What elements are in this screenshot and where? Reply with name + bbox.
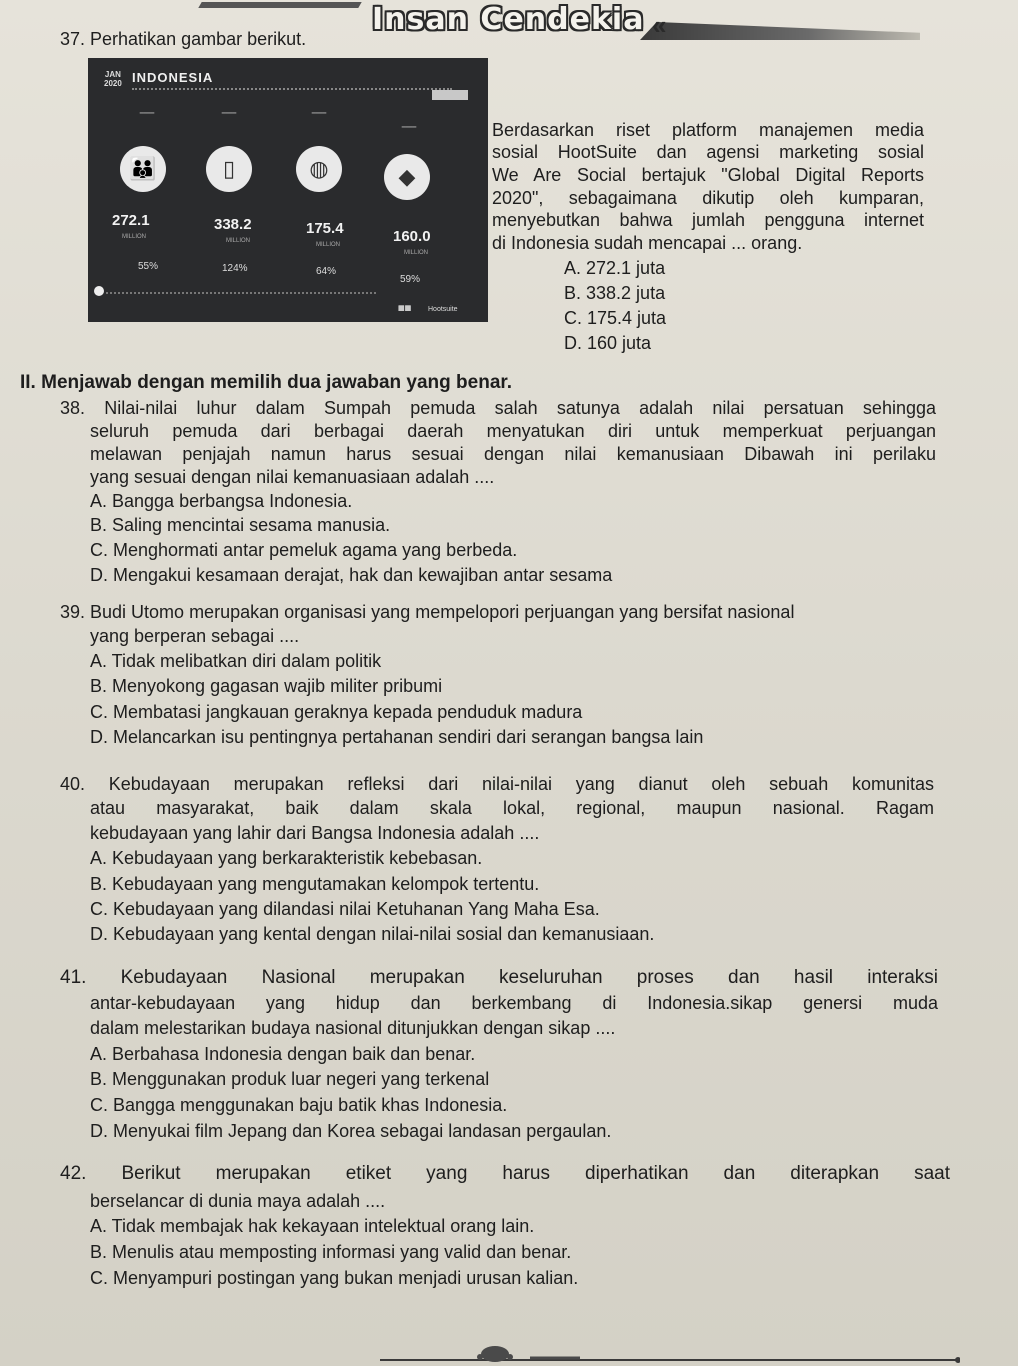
hootsuite-logo: Hootsuite — [428, 306, 458, 313]
q37-title: 37. Perhatikan gambar berikut. — [60, 29, 307, 49]
infographic-badge — [432, 90, 468, 100]
q39-option-c[interactable]: C. Membatasi jangkauan geraknya kepada penduduk madura — [90, 702, 583, 722]
q40-option-a[interactable]: A. Kebudayaan yang berkarakteristik kebebasan. — [90, 848, 483, 868]
q37-body-line: Berdasarkan riset platform manajemen media — [492, 120, 924, 140]
q37-body-line: sosial HootSuite dan agensi marketing sosial — [492, 142, 924, 162]
stat-value: 338.2 — [214, 216, 252, 233]
stat-unit: MILLION — [226, 238, 251, 244]
q38-option-c[interactable]: C. Menghormati antar pemeluk agama yang berbeda. — [90, 540, 518, 560]
stat-unit: MILLION — [316, 242, 341, 248]
q42-option-c[interactable]: C. Menyampuri postingan yang bukan menjadi urusan kalian. — [90, 1268, 579, 1288]
q42-option-a[interactable]: A. Tidak membajak hak kekayaan intelektual orang lain. — [90, 1216, 535, 1236]
q40-line: 40. Kebudayaan merupakan refleksi dari nilai-nilai yang dianut oleh sebuah komunitas — [60, 774, 934, 794]
q37-body-line: We Are Social bertajuk "Global Digital Reports — [492, 165, 924, 185]
q38-line: seluruh pemuda dari berbagai daerah menyatukan diri untuk memperkuat perjuangan — [90, 421, 936, 441]
chat-bubble-icon: ◆ — [384, 154, 430, 200]
stat-percent: 64% — [316, 266, 337, 277]
q38-line: 38. Nilai-nilai luhur dalam Sumpah pemuda salah satunya adalah nilai persatuan sehingga — [60, 398, 936, 418]
brand-title: Insan Cendekia — [372, 2, 645, 37]
q41-option-c[interactable]: C. Bangga menggunakan baju batik khas Indonesia. — [90, 1095, 508, 1115]
globe-icon: ◍ — [296, 146, 342, 192]
stat-percent: 124% — [222, 263, 248, 274]
q39-option-d[interactable]: D. Melancarkan isu pentingnya pertahanan sendiri dari serangan bangsa lain — [90, 727, 704, 747]
q39-line: yang berperan sebagai .... — [90, 626, 300, 646]
q37-body-line: menyebutkan bahwa jumlah pengguna internet — [492, 210, 924, 230]
stat-value: 175.4 — [306, 220, 344, 237]
stat-unit: MILLION — [122, 234, 147, 240]
q37-option-c[interactable]: C. 175.4 juta — [564, 308, 667, 328]
stat-percent: 59% — [400, 274, 421, 285]
q38-line: melawan penjajah namun harus sesuai dengan nilai kemanusiaan Dibawah ini perilaku — [90, 444, 936, 464]
infographic-footer-line — [106, 292, 376, 296]
q37-body-line: di Indonesia sudah mencapai ... orang. — [492, 233, 803, 253]
label-line: ━━━━ — [401, 125, 417, 131]
infographic-dot — [94, 286, 104, 296]
q40-option-d[interactable]: D. Kebudayaan yang kental dengan nilai-nilai sosial dan kemanusiaan. — [90, 924, 655, 944]
q42-option-b[interactable]: B. Menulis atau memposting informasi yang valid dan benar. — [90, 1242, 572, 1262]
stat-percent: 55% — [138, 261, 159, 272]
section-title: II. Menjawab dengan memilih dua jawaban yang benar. — [20, 372, 513, 393]
internet-stats-infographic — [88, 58, 488, 322]
q37-option-b[interactable]: B. 338.2 juta — [564, 283, 666, 303]
q39-option-a[interactable]: A. Tidak melibatkan diri dalam politik — [90, 651, 382, 671]
header-bar-decoration — [640, 22, 920, 40]
q40-line: kebudayaan yang lahir dari Bangsa Indonesia adalah .... — [90, 823, 540, 843]
mobile-phone-icon: ▯ — [206, 146, 252, 192]
q41-line: dalam melestarikan budaya nasional ditunjukkan dengan sikap .... — [90, 1018, 616, 1038]
q41-option-d[interactable]: D. Menyukai film Jepang dan Korea sebagai landasan pergaulan. — [90, 1121, 612, 1141]
q42-line: 42. Berikut merupakan etiket yang harus diperhatikan dan diterapkan saat — [60, 1163, 950, 1184]
q38-option-d[interactable]: D. Mengakui kesamaan derajat, hak dan kewajiban antar sesama — [90, 565, 613, 585]
label-line: ━━━━ — [139, 111, 155, 117]
we-are-social-logo: ▦▦ — [398, 305, 412, 312]
chevron-left-icon: « — [652, 10, 667, 40]
q37-option-d[interactable]: D. 160 juta — [564, 333, 652, 353]
infographic-title: INDONESIA — [132, 70, 214, 85]
q38-option-b[interactable]: B. Saling mencintai sesama manusia. — [90, 515, 391, 535]
label-line: ━━━━ — [221, 111, 237, 117]
q38-line: yang sesuai dengan nilai kemanuasiaan adalah .... — [90, 467, 495, 487]
q37-option-a[interactable]: A. 272.1 juta — [564, 258, 666, 278]
q38-option-a[interactable]: A. Bangga berbangsa Indonesia. — [90, 491, 353, 511]
label-line: ━━━━ — [311, 111, 327, 117]
footer-ornament — [380, 1344, 960, 1366]
q40-line: atau masyarakat, baik dalam skala lokal, regional, maupun nasional. Ragam — [90, 798, 934, 818]
q41-line: antar-kebudayaan yang hidup dan berkembang di Indonesia.sikap genersi muda — [90, 993, 938, 1013]
q41-option-b[interactable]: B. Menggunakan produk luar negeri yang terkenal — [90, 1069, 490, 1089]
header-stripe-decoration — [198, 2, 361, 8]
q40-option-b[interactable]: B. Kebudayaan yang mengutamakan kelompok tertentu. — [90, 874, 540, 894]
q40-option-c[interactable]: C. Kebudayaan yang dilandasi nilai Ketuhanan Yang Maha Esa. — [90, 899, 600, 919]
q37-body-line: 2020", sebagaimana dikutip oleh kumparan, — [492, 188, 924, 208]
people-icon: 👪 — [120, 146, 166, 192]
infographic-subtitle-line — [132, 88, 452, 93]
stat-unit: MILLION — [404, 250, 429, 256]
q42-line: berselancar di dunia maya adalah .... — [90, 1191, 386, 1211]
q39-option-b[interactable]: B. Menyokong gagasan wajib militer pribumi — [90, 676, 443, 696]
q41-option-a[interactable]: A. Berbahasa Indonesia dengan baik dan benar. — [90, 1044, 476, 1064]
stat-value: 272.1 — [112, 212, 150, 229]
q41-line: 41. Kebudayaan Nasional merupakan keseluruhan proses dan hasil interaksi — [60, 967, 938, 988]
q39-line: 39. Budi Utomo merupakan organisasi yang mempelopori perjuangan yang bersifat nasional — [60, 602, 795, 622]
infographic-date: JAN 2020 — [104, 70, 122, 88]
stat-value: 160.0 — [393, 228, 431, 245]
